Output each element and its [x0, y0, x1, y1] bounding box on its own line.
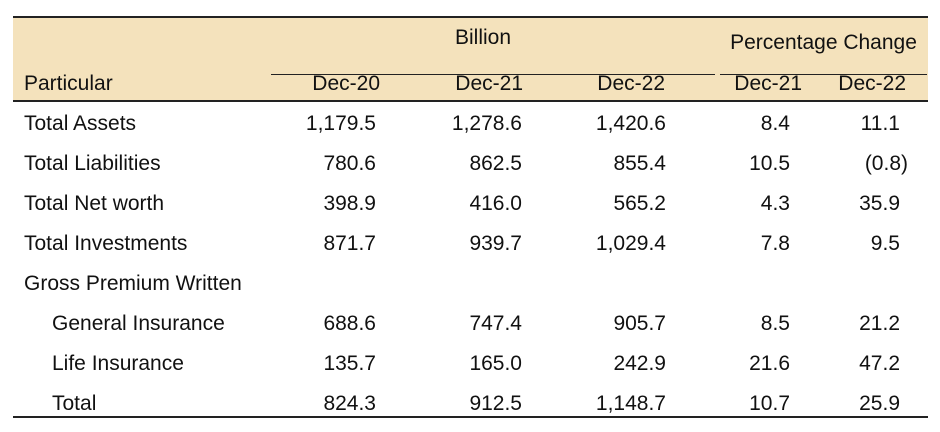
cell-pct-dec21: 8.4 [760, 112, 790, 135]
particular-header: Particular [24, 72, 113, 95]
cell-dec20: 780.6 [323, 152, 376, 175]
cell-dec21: 747.4 [469, 312, 522, 335]
table-row [0, 352, 940, 392]
table-row [0, 392, 940, 432]
row-label: Total [52, 392, 97, 415]
cell-dec21: 939.7 [469, 232, 522, 255]
table-row [0, 152, 940, 192]
row-label: General Insurance [52, 312, 225, 335]
cell-pct-dec21: 4.3 [760, 192, 790, 215]
cell-dec22: 905.7 [613, 312, 666, 335]
cell-dec20: 135.7 [323, 352, 376, 375]
cell-dec21: 416.0 [469, 192, 522, 215]
col-header-pct-dec22: Dec-22 [838, 72, 906, 95]
row-label: Total Liabilities [24, 152, 161, 175]
cell-pct-dec21: 10.5 [749, 152, 790, 175]
cell-dec22: 565.2 [613, 192, 666, 215]
cell-dec20: 871.7 [323, 232, 376, 255]
cell-dec21: 912.5 [469, 392, 522, 415]
cell-dec22: 242.9 [613, 352, 666, 375]
row-label: Gross Premium Written [24, 272, 242, 295]
table-row [0, 112, 940, 152]
row-label: Total Assets [24, 112, 137, 135]
row-label: Total Net worth [24, 192, 165, 215]
col-header-dec21: Dec-21 [455, 72, 523, 95]
cell-dec22: 1,148.7 [595, 392, 666, 415]
table-bottom-rule [13, 416, 928, 418]
cell-pct-dec21: 7.8 [760, 232, 790, 255]
cell-dec20: 1,179.5 [305, 112, 376, 135]
cell-pct-dec22: 25.9 [859, 392, 900, 415]
col-header-pct-dec21: Dec-21 [734, 72, 802, 95]
table-header-band [13, 16, 928, 102]
table-row [0, 312, 940, 352]
pct-group-header: Percentage Change [730, 31, 917, 54]
cell-pct-dec22: 11.1 [860, 112, 900, 135]
cell-dec22: 1,029.4 [595, 232, 666, 255]
cell-pct-dec22: (0.8) [864, 152, 908, 175]
cell-pct-dec22: 47.2 [859, 352, 900, 375]
row-label: Life Insurance [52, 352, 184, 375]
cell-dec21: 862.5 [469, 152, 522, 175]
cell-pct-dec21: 10.7 [749, 392, 790, 415]
cell-pct-dec21: 21.6 [749, 352, 790, 375]
cell-pct-dec22: 9.5 [870, 232, 900, 255]
table-row [0, 272, 940, 312]
table-row [0, 232, 940, 272]
cell-dec22: 855.4 [613, 152, 666, 175]
table-row [0, 192, 940, 232]
cell-dec20: 398.9 [323, 192, 376, 215]
cell-pct-dec21: 8.5 [760, 312, 790, 335]
row-label: Total Investments [24, 232, 188, 255]
cell-dec20: 688.6 [323, 312, 376, 335]
col-header-dec20: Dec-20 [312, 72, 380, 95]
cell-dec21: 165.0 [469, 352, 522, 375]
billion-group-header: Billion [454, 26, 512, 49]
cell-pct-dec22: 35.9 [859, 192, 900, 215]
cell-dec22: 1,420.6 [595, 112, 666, 135]
col-header-dec22: Dec-22 [597, 72, 665, 95]
cell-dec20: 824.3 [323, 392, 376, 415]
cell-pct-dec22: 21.2 [859, 312, 900, 335]
cell-dec21: 1,278.6 [451, 112, 522, 135]
